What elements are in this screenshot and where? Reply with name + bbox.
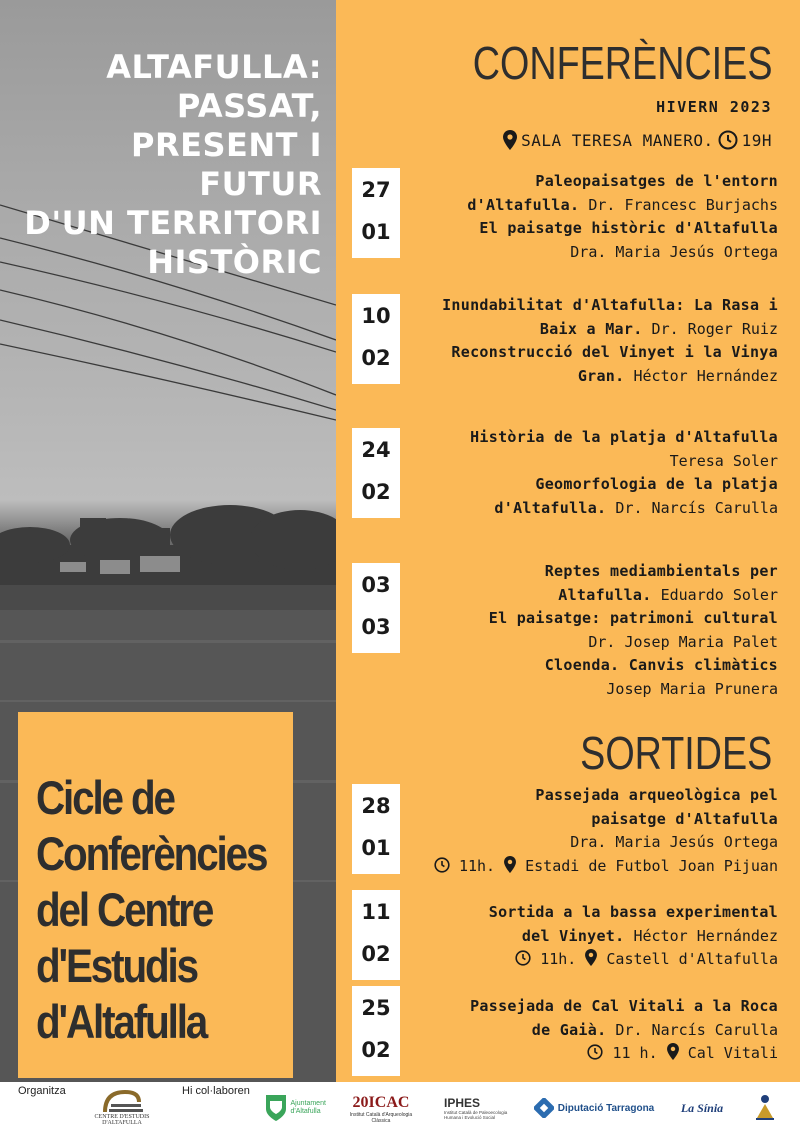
event-line: El paisatge històric d'Altafulla xyxy=(479,219,778,237)
event-line: Altafulla. Eduardo Soler xyxy=(558,585,778,604)
diputacio-logo xyxy=(532,1094,656,1122)
conference-event xyxy=(418,426,778,520)
conference-event xyxy=(418,294,778,388)
main-title-line: HISTÒRIC xyxy=(147,243,322,281)
cycle-title-line: Cicle de xyxy=(36,771,174,824)
iphes-text: IPHES xyxy=(444,1096,481,1110)
cycle-title-line: d'Estudis xyxy=(36,939,197,992)
event-line: Paleopaisatges de l'entorn xyxy=(535,172,778,190)
conferencies-heading: CONFERÈNCIES xyxy=(472,37,772,89)
event-line: Geomorfologia de la platja xyxy=(535,475,778,493)
partner-emblem-icon xyxy=(754,1092,776,1122)
sinia-logo xyxy=(670,1096,734,1120)
diputacio-emblem-icon xyxy=(534,1098,554,1118)
date-month: 02 xyxy=(361,942,391,966)
outing-event xyxy=(418,995,778,1066)
clock-icon xyxy=(434,857,450,873)
map-pin-icon xyxy=(504,856,516,873)
main-title-line: PRESENT I FUTUR xyxy=(130,126,322,203)
event-line: Reconstrucció del Vinyet i la Vinya xyxy=(451,343,778,361)
event-time: 11 h. xyxy=(612,1044,658,1062)
event-place: Estadi de Futbol Joan Pijuan xyxy=(525,856,778,875)
venue-name: SALA TERESA MANERO. xyxy=(521,130,714,150)
cycle-title-line: Conferències xyxy=(36,827,267,880)
date-day: 10 xyxy=(361,304,391,328)
date-day: 25 xyxy=(361,996,391,1020)
icac-logo xyxy=(342,1090,420,1128)
icac-text: 20ICAC xyxy=(352,1094,410,1111)
event-line: paisatge d'Altafulla xyxy=(591,809,778,828)
date-month: 03 xyxy=(361,615,391,639)
event-place: Cal Vitali xyxy=(687,1044,778,1062)
event-line: Josep Maria Prunera xyxy=(606,679,778,698)
venue-line xyxy=(503,130,772,150)
partner-logo xyxy=(750,1090,780,1124)
event-line: Inundabilitat d'Altafulla: La Rasa i xyxy=(442,296,778,314)
event-time: 11h. xyxy=(458,856,496,875)
event-time: 11h. xyxy=(540,950,577,968)
date-box xyxy=(352,784,400,874)
organitza-label: Organitza xyxy=(18,1085,66,1097)
ajuntament-text: Ajuntament d'Altafulla xyxy=(290,1100,326,1115)
date-box xyxy=(352,890,400,980)
outing-event xyxy=(418,784,778,878)
centre-estudis-text: CENTRE D'ESTUDIS D'ALTAFULLA xyxy=(94,1114,150,1126)
date-day: 03 xyxy=(361,573,391,597)
event-line: Baix a Mar. Dr. Roger Ruiz xyxy=(539,319,778,338)
main-title xyxy=(2,48,322,282)
event-line: d'Altafulla. Dr. Narcís Carulla xyxy=(494,498,778,517)
date-month: 01 xyxy=(361,836,391,860)
event-meta xyxy=(418,1042,778,1066)
event-line: del Vinyet. Héctor Hernández xyxy=(521,926,778,945)
collaboren-label: Hi col·laboren xyxy=(182,1085,250,1097)
map-pin-icon xyxy=(585,949,597,966)
cycle-box xyxy=(18,712,293,1078)
date-box xyxy=(352,168,400,258)
date-day: 28 xyxy=(361,794,391,818)
event-line: Sortida a la bassa experimental xyxy=(488,903,778,921)
ajuntament-shield-icon xyxy=(264,1093,288,1123)
conference-event xyxy=(418,560,778,701)
footer-sponsors xyxy=(0,1082,800,1131)
conference-event xyxy=(418,170,778,264)
date-day: 24 xyxy=(361,438,391,462)
map-pin-icon xyxy=(503,130,517,150)
main-title-line: ALTAFULLA: PASSAT, xyxy=(106,48,322,125)
clock-icon xyxy=(718,130,738,150)
sortides-heading: SORTIDES xyxy=(579,727,772,779)
main-title-line: D'UN TERRITORI xyxy=(24,204,322,242)
event-line: Història de la platja d'Altafulla xyxy=(470,428,778,446)
date-box xyxy=(352,294,400,384)
event-line: Dra. Maria Jesús Ortega xyxy=(570,242,778,261)
icac-subtext: Institut Català d'Arqueologia Clàssica xyxy=(349,1112,413,1124)
date-month: 01 xyxy=(361,220,391,244)
clock-icon xyxy=(587,1044,603,1060)
date-day: 11 xyxy=(361,900,391,924)
event-line: Dra. Maria Jesús Ortega xyxy=(570,833,778,851)
event-line: Cloenda. Canvis climàtics xyxy=(544,656,778,674)
venue-time: 19H xyxy=(741,130,772,150)
event-place: Castell d'Altafulla xyxy=(606,950,778,968)
event-line: Passejada arqueològica pel xyxy=(535,786,778,804)
date-day: 27 xyxy=(361,178,391,202)
season-label: HIVERN 2023 xyxy=(656,98,772,116)
event-line: de Gaià. Dr. Narcís Carulla xyxy=(531,1020,778,1039)
event-line: d'Altafulla. Dr. Francesc Burjachs xyxy=(467,195,778,214)
outing-event xyxy=(418,901,778,972)
cycle-title-line: del Centre xyxy=(36,883,213,936)
cycle-title-line: d'Altafulla xyxy=(36,995,207,1048)
event-line: Teresa Soler xyxy=(669,451,778,470)
date-box xyxy=(352,986,400,1076)
centre-estudis-emblem-icon xyxy=(97,1088,147,1114)
centre-estudis-logo xyxy=(82,1084,162,1130)
event-line: Passejada de Cal Vitali a la Roca xyxy=(470,997,778,1015)
date-box xyxy=(352,428,400,518)
date-month: 02 xyxy=(361,346,391,370)
iphes-logo xyxy=(444,1088,520,1128)
clock-icon xyxy=(515,950,531,966)
date-box xyxy=(352,563,400,653)
date-month: 02 xyxy=(361,1038,391,1062)
event-meta xyxy=(418,948,778,972)
iphes-subtext: Institut Català de Paleoecologia Humana i Evolució Social xyxy=(444,1110,508,1120)
map-pin-icon xyxy=(667,1043,679,1060)
sinia-text: La Sínia xyxy=(680,1100,724,1115)
ajuntament-logo xyxy=(262,1092,332,1124)
event-line: Dr. Josep Maria Palet xyxy=(588,632,778,651)
event-line: Reptes mediambientals per xyxy=(544,562,778,580)
event-line: El paisatge: patrimoni cultural xyxy=(488,609,778,627)
diputacio-text: Diputació Tarragona xyxy=(557,1102,655,1114)
date-month: 02 xyxy=(361,480,391,504)
cycle-title xyxy=(36,770,294,1050)
event-meta xyxy=(418,855,778,879)
event-line: Gran. Héctor Hernández xyxy=(577,366,778,385)
